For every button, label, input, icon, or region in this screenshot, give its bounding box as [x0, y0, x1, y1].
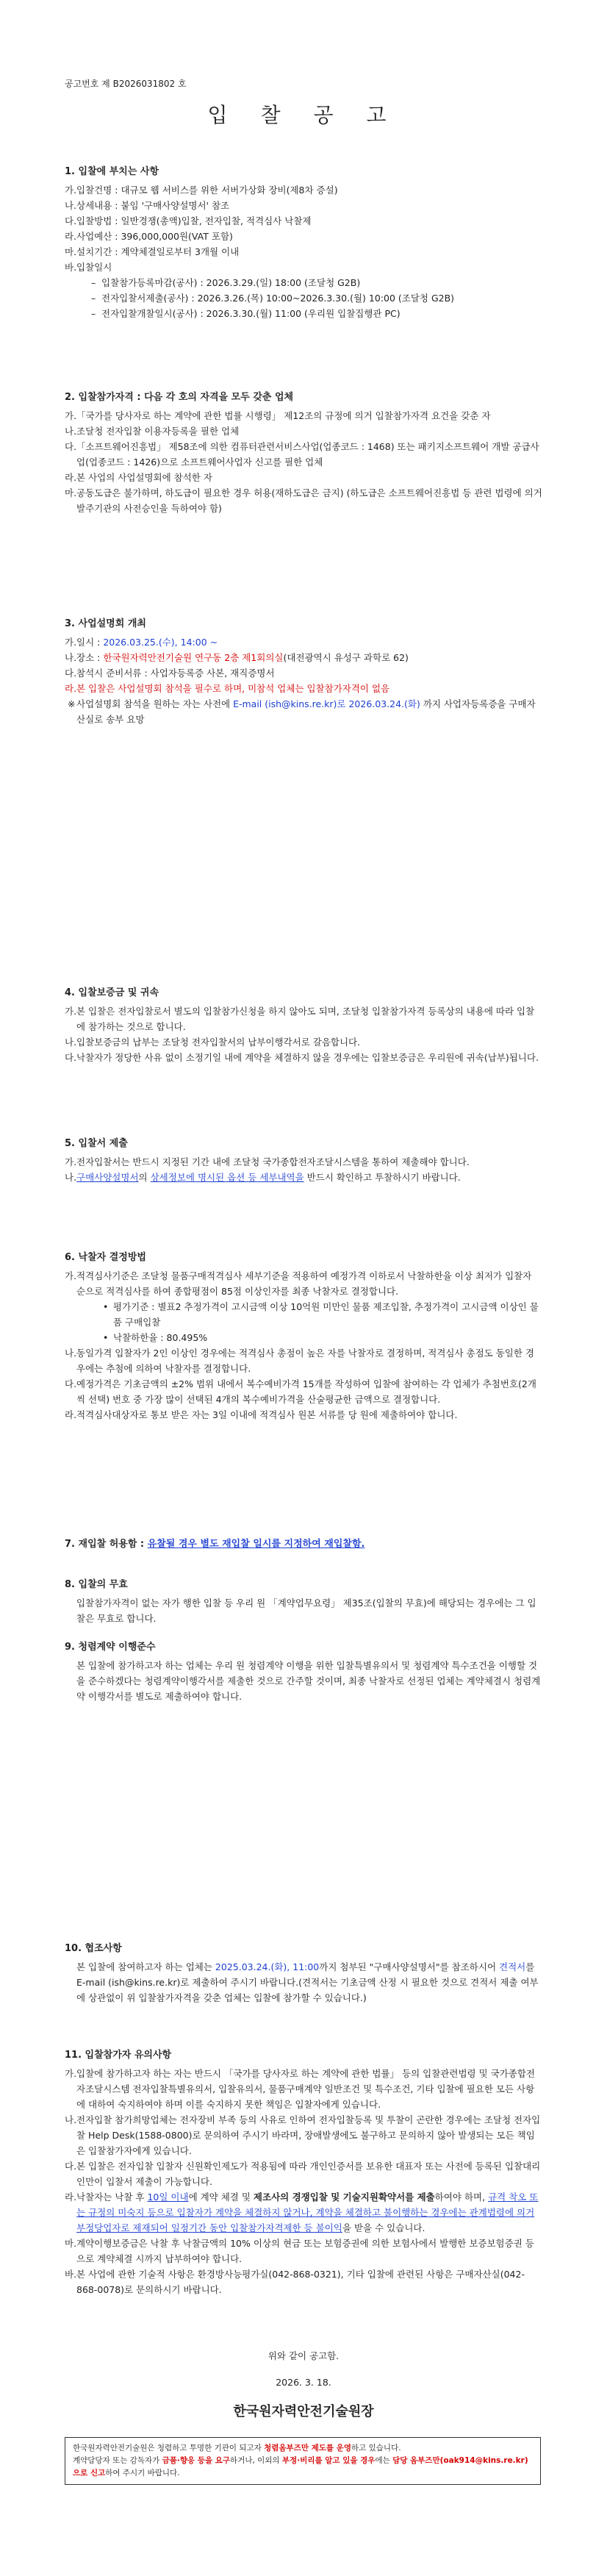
section-7	[65, 1536, 542, 1555]
section-heading: 4. 입찰보증금 및 귀속	[65, 987, 159, 998]
section-heading: 9. 청렴계약 이행준수	[65, 1642, 156, 1653]
closing-line: 위와 같이 공고함.	[267, 2350, 340, 2361]
date-item: – 전자입찰서제출(공사) : 2026.3.26.(목) 10:00~2026.3.30.(월) 10:00 (조달청 G2B)	[91, 293, 455, 304]
list-item: 가. 일시 : 2026.03.25.(수), 14:00 ~	[65, 637, 218, 648]
briefing-place: 한국원자력안전기술원 연구동 2층 제1회의실	[103, 652, 284, 663]
list-item: 다. 낙찰자가 정당한 사유 없이 소정기일 내에 계약을 체결하지 않을 경우에는 입찰보증금은 우리원에 귀속(납부)됩니다.	[65, 1052, 539, 1063]
section-8	[65, 1577, 542, 1626]
briefing-date: 2026.03.25.(수), 14:00 ~	[103, 637, 218, 648]
page-title: 입 찰 공 고	[207, 103, 400, 127]
section-heading: 1. 입찰에 부치는 사항	[65, 166, 159, 177]
list-item: 나. 상세내용 : 붙임 '구매사양설명서' 참조	[65, 200, 230, 211]
quote-deadline: 2025.03.24.(화), 11:00	[215, 1961, 320, 1972]
date-item: – 전자입찰개찰일시(공사) : 2026.3.30.(월) 11:00 (우리원 입찰집행관 PC)	[91, 308, 401, 319]
list-item: 라. 사업예산 : 396,000,000원(VAT 포함)	[65, 231, 233, 242]
list-item: 마. 공동도급은 불가하며, 하도급이 필요한 경우 허용(재하도급은 금지) (하도급은 소프트웨어진흥법 등 관련 법령에 의거 발주기관의 사전승인을 득하여야 함)	[65, 487, 542, 514]
list-item: 가. 입찰건명 : 대규모 웹 서비스를 위한 서버가상화 장비(제8차 증설)	[65, 185, 338, 196]
list-item: 라. 적격심사대상자로 통보 받은 자는 3일 이내에 적격심사 원본 서류를 당 원에 제출하여야 합니다.	[65, 1409, 458, 1420]
list-item: 다. 참석시 준비서류 : 사업자등록증 사본, 재직증명서	[65, 668, 275, 679]
section-4	[65, 985, 542, 1065]
contact-email-link[interactable]: E-mail (ish@kins.re.kr)로 2026.03.24.(화)	[233, 698, 420, 709]
rebid-link[interactable]: 유찰될 경우 별도 재입찰 일시를 지정하여 재입찰함.	[147, 1539, 365, 1550]
notice-number: 공고번호 제 B2026031802 호	[65, 79, 187, 89]
list-item: 다. 본 입찰은 전자입찰 입찰자 신원확인제도가 적용됨에 따라 개인인증서를 보유한 대표자 또는 사전에 등록된 입찰대리인만이 입찰서 제출이 가능합니다.	[65, 2161, 541, 2187]
bullet-item: • 평가기준 : 별표2 추정가격이 고시금액 이상 10억원 미만인 물품 제조입찰, 추정가격이 고시금액 이상인 물품 구매입찰	[103, 1301, 539, 1328]
list-item: 라. 본 입찰은 사업설명회 참석을 필수로 하며, 미참석 업체는 입찰참가자격이 없음	[65, 683, 390, 694]
organization-name: 한국원자력안전기술원장	[233, 2404, 374, 2419]
section-3	[65, 616, 542, 727]
bullet-item: • 낙찰하한율 : 80.495%	[103, 1332, 208, 1343]
paragraph: 입찰참가자격이 없는 자가 행한 입찰 등 우리 원 「계약업무요령」 제35조(입찰의 무효)에 해당되는 경우에는 그 입찰은 무효로 합니다.	[76, 1598, 536, 1624]
section-heading: 10. 협조사항	[65, 1943, 122, 1954]
section-heading: 11. 입찰참가자 유의사항	[65, 2050, 172, 2061]
list-item: 나. 입찰보증금의 납부는 조달청 전자입찰서의 납부이행각서로 갈음합니다.	[65, 1037, 361, 1048]
section-heading: 5. 입찰서 제출	[65, 1138, 128, 1149]
section-10	[65, 1941, 542, 2006]
list-item: 라. 본 사업의 사업설명회에 참석한 자	[65, 472, 212, 483]
list-item: 마. 계약이행보증금은 낙찰 후 낙찰금액의 10% 이상의 현금 또는 보험증권에 의한 보험사에서 발행한 보증보험증권 등으로 계약체결 시까지 납부하여야 합니다.	[65, 2238, 534, 2264]
list-item: 마. 설치기간 : 계약체결일로부터 3개월 이내	[65, 246, 240, 257]
section-2	[65, 390, 542, 516]
list-item: 나. 전자입찰 참가희망업체는 전자장비 부족 등의 사유로 인하여 전자입찰등록 및 투찰이 곤란한 경우에는 조달청 전자입찰 Help Desk(1588-0800)로 문의하여 주시기 바라며, 장애발생에도 불구하고 문의하지 않아 발생되는 모든 책임은 입찰참가자에게 있습니다.	[65, 2114, 541, 2156]
list-item: 가. 본 입찰은 전자입찰로서 별도의 입찰참가신청을 하지 않아도 되며, 조달청 입찰참가자격 등록상의 내용에 따라 입찰에 참가하는 것으로 합니다.	[65, 1006, 535, 1032]
list-item: 라. 낙찰자는 낙찰 후 10일 이내에 계약 체결 및 제조사의 경쟁입찰 및 기술지원확약서를 제출하여야 하며, 규격 착오 또는 규정의 미숙지 등으로 입찰자가 계약을 체결하지 않거나, 계약을 체결하고 불이행하는 경우에는 관계법령에 의거 부정당업자로 제재되어 일정기간 동안 입찰참가자격제한 등 불이익을 받을 수 있습니다.	[65, 2192, 539, 2233]
section-11	[65, 2047, 542, 2297]
section-heading: 3. 사업설명회 개최	[65, 618, 146, 629]
ombudsman-email-link[interactable]: 담당 옴부즈만(oak914@kins.re.kr)으로 신고	[73, 2456, 528, 2477]
section-1	[65, 164, 542, 321]
note: ※ 사업설명회 참석을 원하는 자는 사전에 E-mail (ish@kins.re.kr)로 2026.03.24.(화) 까지 사업자등록증을 구매자산실로 송부 요망	[68, 698, 536, 725]
list-item: 나. 조달청 전자입찰 이용자등록을 필한 업체	[65, 426, 240, 437]
section-heading: 6. 낙찰자 결정방법	[65, 1252, 146, 1263]
list-item: 나. 동일가격 입찰자가 2인 이상인 경우에는 적격심사 총점이 높은 자를 낙찰자로 결정하며, 적격심사 총점도 동일한 경우에는 추첨에 의하여 낙찰자를 결정합니다.	[65, 1348, 535, 1374]
list-item: 바. 본 사업에 관한 기술적 사항은 환경방사능평가실(042-868-0321), 기타 입찰에 관련된 사항은 구매자산실(042-868-0078)로 문의하시기 바랍니다.	[65, 2269, 525, 2295]
ombudsman-notice: 한국원자력안전기술원은 청렴하고 투명한 기관이 되고자 청렴옴부즈만 제도를 운영하고 있습니다. 계약담당자 또는 감독자가 금품·향응 등을 요구하거나, 이외의 부정·비리를 알고 있을 경우에는 담당 옴부즈만(oak914@kins.re.kr)으로 신고하여 주시기 바랍니다.	[65, 2437, 541, 2485]
paragraph: 본 입찰에 참여하고자 하는 업체는 2025.03.24.(화), 11:00까지 첨부된 "구매사양설명서"를 참조하시어 견적서를 E-mail (ish@kins.re.kr)로 제출하여 주시기 바랍니다.(견적서는 기초금액 산정 시 필요한 것으로 견적서 제출 여부에 상관없이 위 입찰참가자격을 갖춘 업체는 입찰에 참가할 수 있습니다.)	[76, 1961, 539, 2003]
list-item: 나. 장소 : 한국원자력안전기술원 연구동 2층 제1회의실(대전광역시 유성구 과학로 62)	[65, 652, 409, 663]
list-item: 가. 적격심사기준은 조달청 물품구매적격심사 세부기준을 적용하여 예정가격 이하로서 낙찰하한율 이상 최저가 입찰자 순으로 적격심사를 하여 종합평점이 85점 이상인자를 최종 낙찰자로 결정합니다.	[65, 1270, 532, 1297]
closing-date: 2026. 3. 18.	[276, 2377, 331, 2388]
section-heading: 7. 재입찰 허용함 : 유찰될 경우 별도 재입찰 일시를 지정하여 재입찰함.	[65, 1539, 365, 1550]
list-item: 다. 입찰방법 : 일반경쟁(총액)입찰, 전자입찰, 적격심사 낙찰제	[65, 215, 312, 226]
date-item: – 입찰참가등록마감(공사) : 2026.3.29.(일) 18:00 (조달청 G2B)	[91, 277, 361, 288]
section-5	[65, 1136, 542, 1185]
section-6	[65, 1250, 542, 1423]
list-item: 가. 전자입찰서는 반드시 지정된 기간 내에 조달청 국가종합전자조달시스템을 통하여 제출해야 합니다.	[65, 1156, 470, 1167]
section-heading: 8. 입찰의 무효	[65, 1579, 128, 1590]
section-heading: 2. 입찰참가자격 : 다음 각 호의 자격을 모두 갖춘 업체	[65, 392, 294, 403]
list-item: 다. 「소프트웨어진흥법」 제58조에 의한 컴퓨터관련서비스사업(업종코드 : 1468) 또는 패키지소프트웨어 개발 공급사업(업종코드 : 1426)으로 소프트웨어사업자 신고를 필한 업체	[65, 441, 539, 468]
list-item: 나. 구매사양설명서의 상세정보에 명시된 옵션 등 세부내역을 반드시 확인하고 투찰하시기 바랍니다.	[65, 1172, 461, 1183]
list-item: 바. 입찰일시	[65, 262, 112, 273]
spec-document-link[interactable]: 구매사양설명서	[76, 1172, 139, 1183]
paragraph: 본 입찰에 참가하고자 하는 업체는 우리 원 청렴계약 이행을 위한 입찰특별유의서 및 청렴계약 특수조건을 이행할 것을 준수하겠다는 청렴계약이행각서를 제출한 것으로 간주할 것이며, 최종 낙찰자로 선정된 업체는 계약체결시 청렴계약 이행각서를 별도로 제출하여야 합니다.	[76, 1660, 541, 1702]
list-item: 가. 입찰에 참가하고자 하는 자는 반드시 「국가를 당사자로 하는 계약에 관한 법률」 등의 입찰관련법령 및 국가종합전자조달시스템 전자입찰특별유의서, 입찰유의서, 물품구매계약 일반조건 및 특수조건, 기타 입찰에 필요한 모든 사항에 대하여 숙지하여야 하며 이를 숙지하지 못한 책임은 입찰자에게 있습니다.	[65, 2068, 536, 2110]
section-9	[65, 1639, 542, 1704]
list-item: 다. 예정가격은 기초금액의 ±2% 범위 내에서 복수예비가격 15개를 작성하여 입찰에 참여하는 각 업체가 추첨번호(2개씩 선택) 번호 중 가장 많이 선택된 4개의 복수예비가격을 산술평균한 금액으로 결정합니다.	[65, 1378, 536, 1405]
list-item: 가. 「국가를 당사자로 하는 계약에 관한 법률 시행령」 제12조의 규정에 의거 입찰참가자격 요건을 갖춘 자	[65, 410, 491, 421]
